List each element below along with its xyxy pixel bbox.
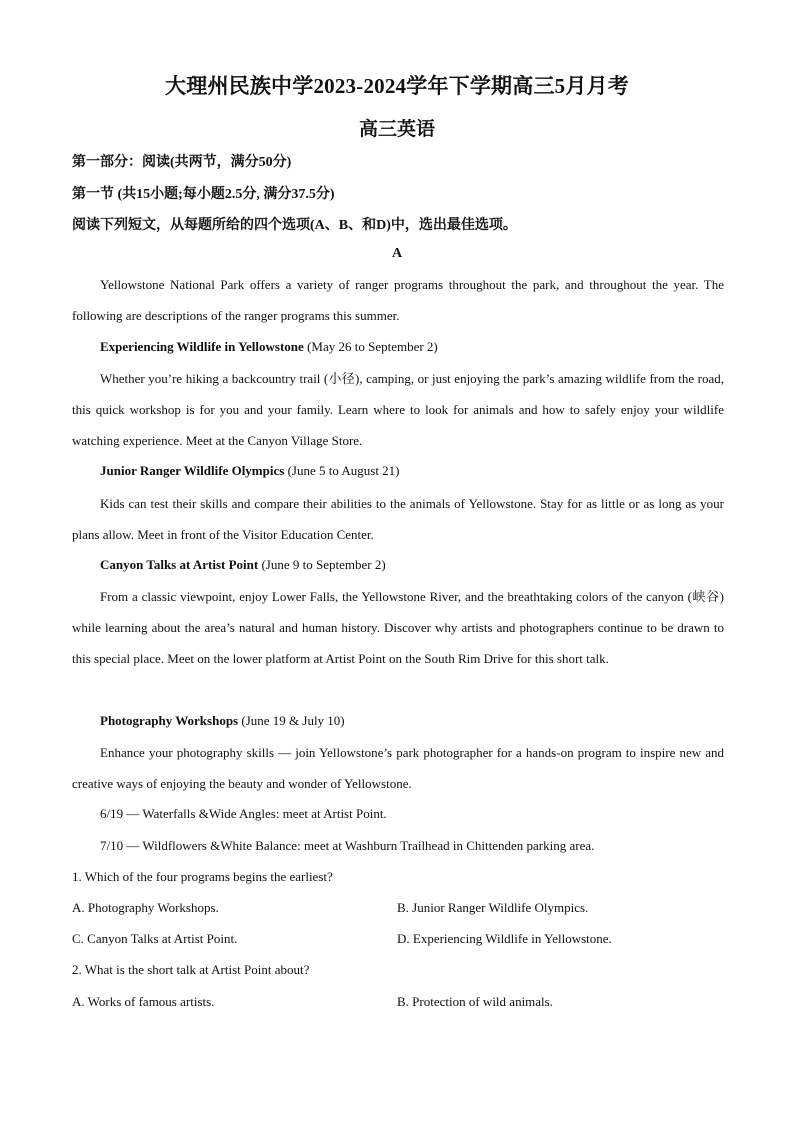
answer-option[interactable]: B. Junior Ranger Wildlife Olympics.	[397, 900, 589, 915]
program-heading	[100, 463, 400, 479]
program-name: Junior Ranger Wildlife Olympics	[100, 463, 285, 478]
exam-subtitle: 高三英语	[358, 119, 435, 140]
passage-label: A	[391, 246, 403, 261]
question-stem: 2. What is the short talk at Artist Point about?	[72, 962, 310, 977]
program-dates: (May 26 to September 2)	[303, 339, 438, 354]
program-dates: (June 9 to September 2)	[258, 557, 386, 572]
program-description: Enhance your photography skills — join Yellowstone’s park photographer for a hands-on program to inspire new and creative ways of enjoying the beauty and wonder of Yellowstone.	[72, 745, 724, 792]
program-heading	[100, 339, 438, 355]
program-description: Whether you’re hiking a backcountry trail (小径), camping, or just enjoying the park’s amazing wildlife from the road, this quick workshop is for you and your family. Learn where to look for animals and how to safely enjoy your wildlife watching experience. Meet at the Canyon Village Store.	[72, 371, 724, 449]
program-description: Kids can test their skills and compare their abilities to the animals of Yellowstone. Stay for as little or as long as your plans allow. Meet in front of the Visitor Education Center.	[72, 496, 724, 543]
program-heading	[100, 557, 386, 573]
program-dates: (June 5 to August 21)	[284, 463, 400, 478]
program-heading	[100, 713, 345, 729]
exam-title: 大理州民族中学2023-2024学年下学期高三5月月考	[165, 74, 629, 98]
schedule-item: 7/10 — Wildflowers &White Balance: meet at Washburn Trailhead in Chittenden parking area.	[100, 838, 595, 853]
question-stem: 1. Which of the four programs begins the earliest?	[72, 869, 333, 884]
part-heading: 第一部分：阅读(共两节，满分50分)	[72, 155, 292, 170]
subsection-heading: 第一节 (共15小题;每小题2.5分, 满分37.5分)	[72, 187, 335, 202]
program-description: From a classic viewpoint, enjoy Lower Falls, the Yellowstone River, and the breathtaking colors of the canyon (峡谷) while learning about the area’s natural and human history. Discover why artists and photographers continue to be drawn to this special place. Meet on the lower platform at Artist Point on the South Rim Drive for this short talk.	[72, 589, 724, 667]
answer-option[interactable]: C. Canyon Talks at Artist Point.	[72, 931, 238, 946]
answer-option[interactable]: A. Works of famous artists.	[72, 994, 215, 1009]
answer-option[interactable]: A. Photography Workshops.	[72, 900, 219, 915]
program-name: Canyon Talks at Artist Point	[100, 557, 259, 572]
instruction-text: 阅读下列短文，从每题所给的四个选项(A、B、和D)中，选出最佳选项。	[72, 218, 517, 233]
passage-intro: Yellowstone National Park offers a variety of ranger programs throughout the park, and throughout the year. The following are descriptions of the ranger programs this summer.	[72, 277, 724, 324]
answer-option[interactable]: B. Protection of wild animals.	[397, 994, 553, 1009]
program-name: Experiencing Wildlife in Yellowstone	[100, 339, 304, 354]
answer-option[interactable]: D. Experiencing Wildlife in Yellowstone.	[397, 931, 612, 946]
program-dates: (June 19 & July 10)	[238, 713, 345, 728]
program-name: Photography Workshops	[100, 713, 239, 728]
schedule-item: 6/19 — Waterfalls &Wide Angles: meet at Artist Point.	[100, 806, 387, 821]
